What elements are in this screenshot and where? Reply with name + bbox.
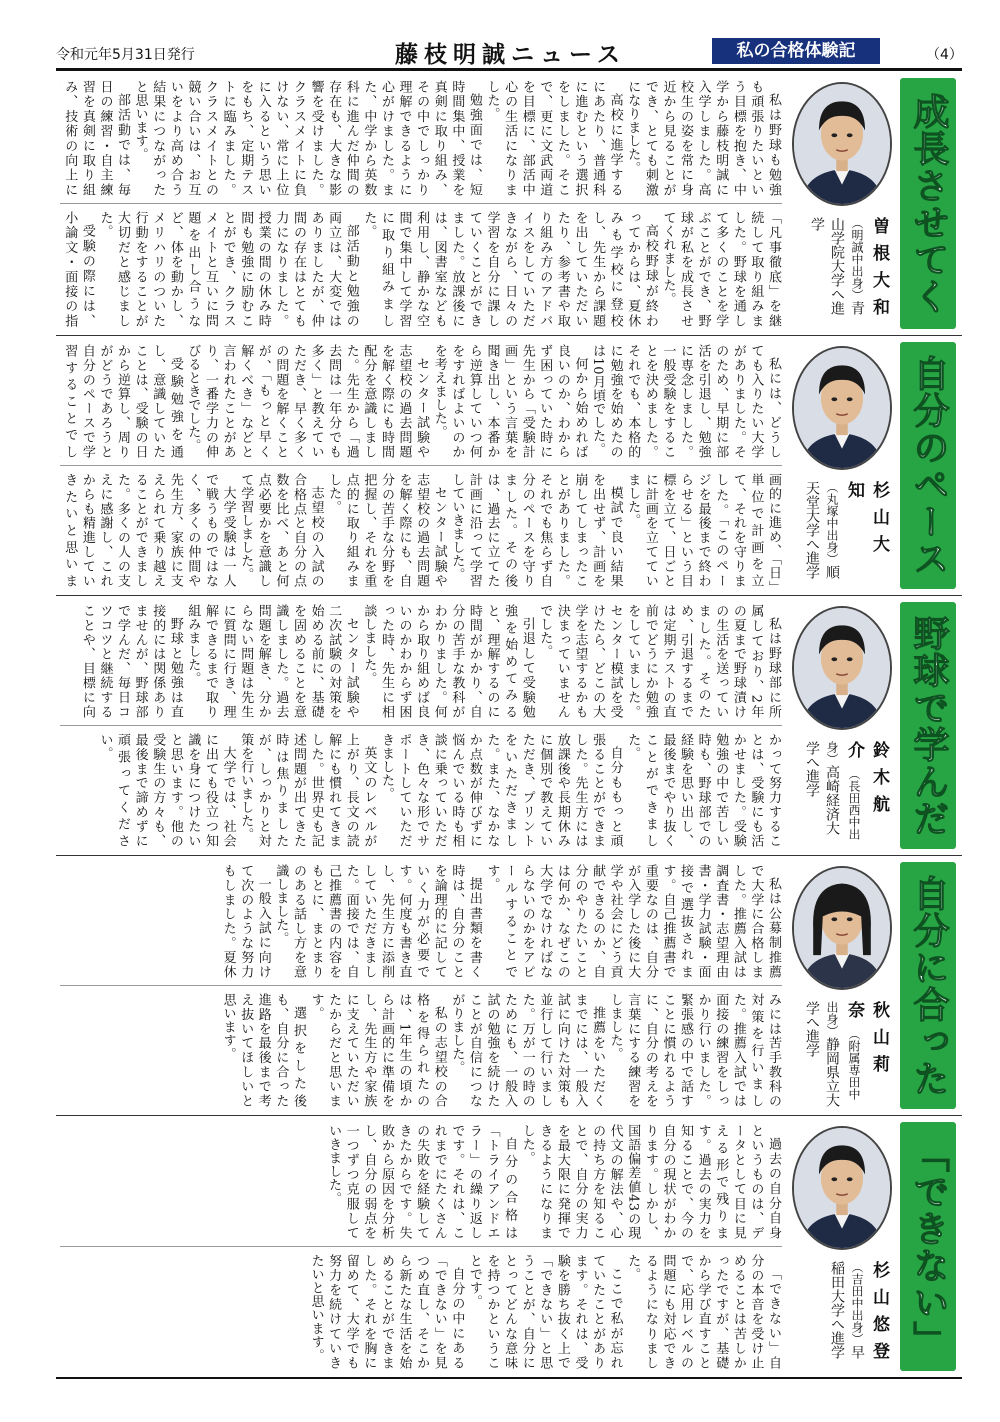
body-paragraph: 何から始めれば良いのか、わからず困っていた時に先生から「受験計画」という言葉を聞き出し、本番から逆算していつ何をすればよいのかを考えました。 <box>431 344 588 459</box>
body-paragraph: 部活動では、毎日の練習・自主練習を真剣に取り組み、技術の向上に <box>62 80 131 197</box>
body-paragraph: センター試験や二次試験の対策を始める前に、基礎を固めることを意識しました。過去問題を解き、分からない問題は先生に質問に行き、理解できるまで取り組みました。 <box>185 604 359 719</box>
author-school: （吉田中出身） <box>850 1261 864 1345</box>
author-name: 曽根大和 <box>869 217 889 325</box>
author-school: （明誠中出身） <box>850 217 864 301</box>
body-paragraph: ここで私が忘れていたことがあります。それは、受験を勝ち抜く上で「できない」と思うことが、自分にとってどんな意味を持つかということです。 <box>466 1253 623 1369</box>
body-paragraph: 模試で良い結果を出せず、計画を崩してしまったことがありました。それでも焦らず自分のペースを守りました。その後は、過去に立てた計画に沿って学習していきました。 <box>449 472 623 587</box>
author-school: （附属専田中出身） <box>825 1001 861 1100</box>
body-paragraph: 高校野球が終わってからは、夏休みも学校に登校し、先生から課題を出していただいたり、参考書や取り組み方のアドバイスをしていただきながら、日々の学習を自分に課していくことができました。放課後には、図書室なども利用し、静かな空間で集中して学習に取り組みました。 <box>361 210 658 327</box>
body-paragraph: 受験勉強を通し、意識していたことは、受験の日から逆算し、周りがどうであろうと自分のペースで学習することでし 画的に進め、「日」単位で計画を立て、それを守りました。「このページを最後まで終わらせる」という目標を立て、日ごとに計画を立てていました。 <box>62 344 781 587</box>
author-university: 青山学院大学へ進学 <box>809 217 865 315</box>
header-rule <box>56 68 962 71</box>
student-portrait-boy-icon <box>792 606 892 730</box>
body-paragraph: センター試験や志望校の過去問題を解く際にも時間配分を意識しました。先生から「過去問は一年分でも多く」と教えていただき、早く多くの問題を解くことが、「もっと早く解くべき」などと言われたことがあり、一番学力の伸びるときでした。 <box>185 344 430 459</box>
body-paragraph: 過去の自分自身というものは、データとして目に見える形で残ります。過去の実力を知ることで、今の自分の現状がわかります。しかし、国語偏差値43の現代文の解法や、心の持ち方を知ることで、自分の実力を最大限に発揮できるようになりました。 <box>519 1124 781 1240</box>
author-school: （丸塚中出身） <box>825 481 839 565</box>
body-paragraph: 大学では、社会に出ても役立つ知識を身につけたいと思います。他の受験生の方々も、最後まで諦めずに頑張ってください。 <box>97 732 236 847</box>
body-paragraph: 選択をした後も、自分に合った進路を最後まで考え抜いてほしいと思います。 <box>220 992 306 1107</box>
section-label: 私の合格体験記 <box>712 38 880 64</box>
author-block <box>792 741 892 847</box>
body-paragraph: 私は野球部に所属しており、2年の夏まで野球漬けの生活を送っていました。そのため、引退するまでは定期テストの直前でどうにか勉強をしていました。センター模試を受けたら、どこの大学を志望するかも決まっていませんでした。 <box>537 604 781 719</box>
author-block <box>792 1001 892 1107</box>
body-paragraph: 志望校の入試の合格点と自分の点数を比べ、あと何点必要かを意識して学習しました。 <box>238 472 324 587</box>
story-body <box>60 604 782 847</box>
body-paragraph: 受験の際には、小論文・面接の指 <box>62 210 95 327</box>
story-2 <box>56 336 962 596</box>
body-paragraph: 私の志望校の合格を得られたのは、1年生の頃から計画的に準備をし、先生方や家族に支えていただいたからだと思います。 <box>308 992 447 1107</box>
body-paragraph: 高校に進学するにあたり、普通科に進むという選択をしました。そこで、更に文武両道を目標に、部活中心の生活になりました。 <box>484 80 623 197</box>
footer-rule <box>56 1377 962 1379</box>
story-headline: 自分のペース <box>900 342 956 589</box>
body-paragraph: 大学受験は一人で戦うものではなく、多くの仲間や先生方、家族に支えられて乗り越えることができました。多くの人の支えに感謝し、これからも精進していきたいと思いま <box>62 472 236 587</box>
body-paragraph: 部活動と勉強の両立は、大変ではありましたが、仲間の存在はとても力になりました。授業の間の休み時間も勉強に励むことができ、クラスメイトと互いに問題を出し合うなど、体を動かし、メリハリのついた行動をすることが大切だと感じました。 <box>97 210 359 327</box>
body-paragraph: 勉強面では、短時間集中、授業を真剣に取り組み、その中でしっかり理解できるように心がけました。また、中学から英数科に進んだ仲間の存在も、大きな影響を受けました。クラスメイトに負けない、常に上位に入るという思いをもち、定期テストに臨みました。クラスメイトとの競い合いは、お互いをより高め合う結果につながったと思います。 <box>132 80 482 197</box>
author-university: 早稲田大学へ進学 <box>829 1261 865 1359</box>
author-university: 高崎経済大学へ進学 <box>804 741 840 835</box>
story-body <box>60 864 782 1107</box>
body-paragraph: 推薦をいただくまでには、一般入試に向けた対策も並行して行いました。万が一の時のためにも、一般入試の勉強を続けたことが自信につながりました。 <box>449 992 606 1107</box>
author-name: 杉山悠登 <box>869 1261 889 1369</box>
body-paragraph: 自分の中にある「できない」を見つめ直し、そこから新たな生活を始めることができました。それを胸に留めて、大学でも努力を続けていきたいと思います。 <box>308 1253 465 1369</box>
story-headline: 野球で学んだ <box>900 602 956 849</box>
body-paragraph: 自分ももっと頑張ることができました。先生方には放課後や長期休みに個別で教えていただき、プリントをいただきました。また、なかなか点数が伸びずに悩んでいる時も相談に乗っていただき、色々な形でサポートしていただきました。 <box>378 732 623 847</box>
author-school: （長田西中出身） <box>825 741 861 840</box>
story-4 <box>56 856 962 1116</box>
story-body <box>60 344 782 587</box>
author-block <box>792 481 892 587</box>
story-headline: 自分に合った <box>900 862 956 1109</box>
student-portrait-boy-icon <box>792 346 892 470</box>
body-paragraph: 提出書類を書く時は、自分のことを論理的に記していく力が必要です。何度も書き直し、先生方に添削していただきました。面接では、自己推薦書の内容をもとに、まとまりのある話し方を意識しました。 <box>273 864 482 979</box>
author-block <box>792 217 892 327</box>
story-body <box>60 80 782 327</box>
page-number: （4） <box>926 47 963 63</box>
body-paragraph: 一般入試に向けて次のような努力もしました。夏休みには苦手教科の対策を行いました。推薦入試では面接の練習をしっかり行いました。緊張感の中で話すことに慣れるように、自分の考えを言葉にする練習をしました。 <box>220 864 781 1107</box>
author-university: 順天堂大学へ進学 <box>804 481 840 579</box>
body-paragraph: 野球と勉強は直接的には関係ありませんが、野球部で学んだ、毎日コツコツと継続することや、目標に向かって努力することは、受験にも活かせました。受験勉強の中で苦しい時も、野球部での経験を思い出し、最後までやり抜くことができました。 <box>79 604 781 847</box>
author-name: 秋山莉奈 <box>844 1001 889 1082</box>
story-body <box>60 1124 782 1369</box>
body-paragraph: 私は公募制推薦で大学に合格しました。推薦入試は調査書・志望理由書・学力試験・面接で選抜されます。自己推薦書で重要なのは、自分が入学した後に大学や社会にどう貢献できるのか、自分のやりたいことは何か、なぜこの大学でなければならないのかをアピールすることです。 <box>484 864 781 979</box>
body-paragraph: 英文のレベルが上がり、長文の読解にも慣れてきました。世界史も記述問題が出てきた時は焦りましたが、しっかりと対策を行いました。 <box>238 732 377 847</box>
author-name: 杉山大知 <box>844 481 889 562</box>
body-paragraph: 私には、どうしても入りたい大学がありました。そのため、早期に部活を引退し、勉強に専念しました。一般受験をすることを決めました。それでも、本格的に勉強を始めたのは10月頃でした。 <box>590 344 781 459</box>
body-paragraph: 引退して受験勉強を始めてみると、理解するのに時間がかかり、自分の苦手な教科がわかりました。何から取り組めば良いのかわからず困った時、先生に相談しました。 <box>361 604 535 719</box>
body-paragraph: 自分の合格は「トライアンドエラー」の繰り返しです。それは、これまでにたくさんの失敗を経験してきたからです。失敗から原因を分析し、自分の弱点を一つずつ克服していきました。 <box>326 1124 518 1240</box>
newsletter-title: 藤枝明誠ニュース <box>395 41 626 68</box>
student-portrait-boy-icon <box>792 1126 892 1250</box>
student-portrait-boy-icon <box>792 82 892 206</box>
author-name: 鈴木航介 <box>844 741 889 822</box>
story-headline: 「できない」 <box>900 1122 956 1371</box>
story-5 <box>56 1116 962 1377</box>
author-university: 静岡県立大学へ進学 <box>804 1001 840 1107</box>
issue-date: 令和元年5月31日発行 <box>56 47 195 63</box>
body-paragraph: 「できない」自分の本音を受け止めることは苦しかったですが、基礎から学び直すことで、応用レベルの問題にも対応できるようになりました。 <box>625 1253 781 1369</box>
body-paragraph: センター試験や志望校の過去問題を解く際にも、自分の苦手な分野を把握し、それを重点的に取り組みました。 <box>326 472 447 587</box>
story-3 <box>56 596 962 856</box>
author-block <box>792 1261 892 1369</box>
student-portrait-girl-icon <box>792 866 892 990</box>
story-headline: 成長させてく <box>900 78 956 329</box>
body-paragraph: 私は野球も勉強も頑張りたいという目標を抱き、中学から藤枝明誠に入学しました。高校生の姿を常に身近から見ることができ、とても刺激になりました。 <box>625 80 781 197</box>
body-paragraph: 「凡事徹底」を継続して取り組みました。野球を通して多くのことを学ぶことができ、野球が私を成長させてくれました。 <box>660 210 781 327</box>
story-1 <box>56 72 962 336</box>
